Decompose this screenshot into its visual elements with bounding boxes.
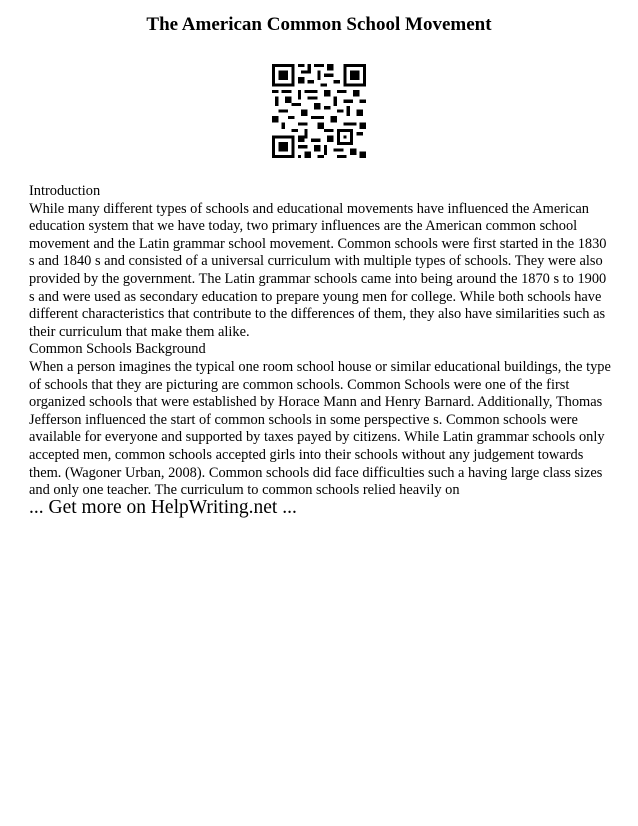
qr-code-icon [272, 64, 366, 158]
section-body-introduction: While many different types of schools and educational movements have influenced the American education system that we have today, two primary influences are the American common school movement and the Latin grammar school movement. Common schools were first started in the 1830 s and 1840 s and consisted of a universal curriculum with multiple types of schools. They were also provided by the government. The Latin grammar schools came into being around the 1870 s to 1900 s and were used as secondary education to prepare young men for college. While both schools have different characteristics that contribute to the differences of them, they also have similarities such as their curriculum that make them alike. [29, 200, 607, 340]
section-body-background: When a person imagines the typical one room school house or similar educational buildings, the type of schools that they are picturing are common schools. Common Schools were one of the first organized schools that were established by Horace Mann and Henry Barnard. Additionally, Thomas Jefferson influenced the start of common schools in some perspective s. Common schools were available for everyone and supported by taxes payed by citizens. While Latin grammar schools only accepted men, common schools accepted girls into their schools without any judgement towards them. (Wagoner Urban, 2008). Common schools did face difficulties such a having large class sizes and only one teacher. The curriculum to common schools relied heavily on [29, 358, 611, 499]
section-heading-background: Common Schools Background [29, 341, 206, 358]
section-heading-introduction: Introduction [29, 183, 101, 199]
page-title: The American Common School Movement [146, 14, 492, 35]
document-body [29, 183, 611, 500]
get-more-link[interactable]: ... Get more on HelpWriting.net ... [29, 497, 297, 518]
